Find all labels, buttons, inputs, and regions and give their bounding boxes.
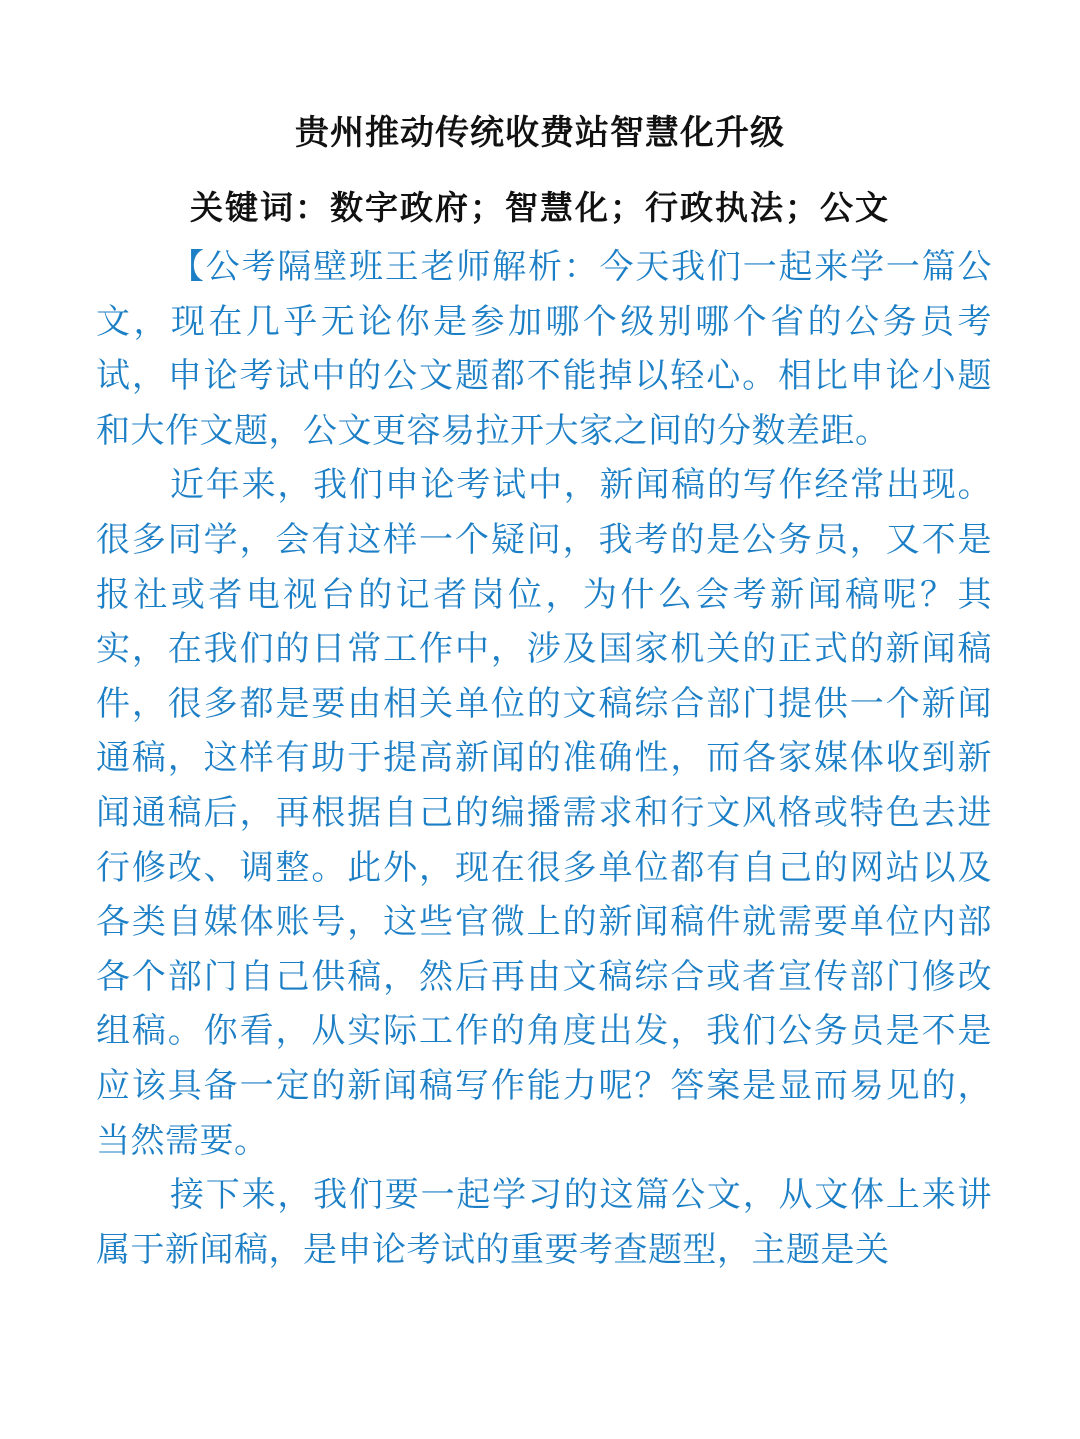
document-title: 贵州推动传统收费站智慧化升级 (295, 113, 785, 153)
paragraph-intro: 【公考隔壁班王老师解析：今天我们一起来学一篇公文，现在几乎无论你是参加哪个级别哪个省的公务员考试，申论考试中的公文题都不能掉以轻心。相比申论小题和大作文题，公文更容易拉开大家之间的分数差距。 (96, 247, 992, 451)
keywords-line: 关键词：数字政府；智慧化；行政执法；公文 (190, 188, 890, 227)
document-body (96, 240, 992, 1277)
paragraph-next-topic: 接下来，我们要一起学习的这篇公文，从文体上来讲属于新闻稿，是申论考试的重要考查题型，主题是关 (96, 1175, 992, 1270)
paragraph-news-release: 近年来，我们申论考试中，新闻稿的写作经常出现。很多同学，会有这样一个疑问，我考的是公务员，又不是报社或者电视台的记者岗位，为什么会考新闻稿呢？其实，在我们的日常工作中，涉及国家机关的正式的新闻稿件，很多都是要由相关单位的文稿综合部门提供一个新闻通稿，这样有助于提高新闻的准确性，而各家媒体收到新闻通稿后，再根据自己的编播需求和行文风格或特色去进行修改、调整。此外，现在很多单位都有自己的网站以及各类自媒体账号，这些官微上的新闻稿件就需要单位内部各个部门自己供稿，然后再由文稿综合或者宣传部门修改组稿。你看，从实际工作的角度出发，我们公务员是不是应该具备一定的新闻稿写作能力呢？答案是显而易见的，当然需要。 (96, 465, 992, 1161)
